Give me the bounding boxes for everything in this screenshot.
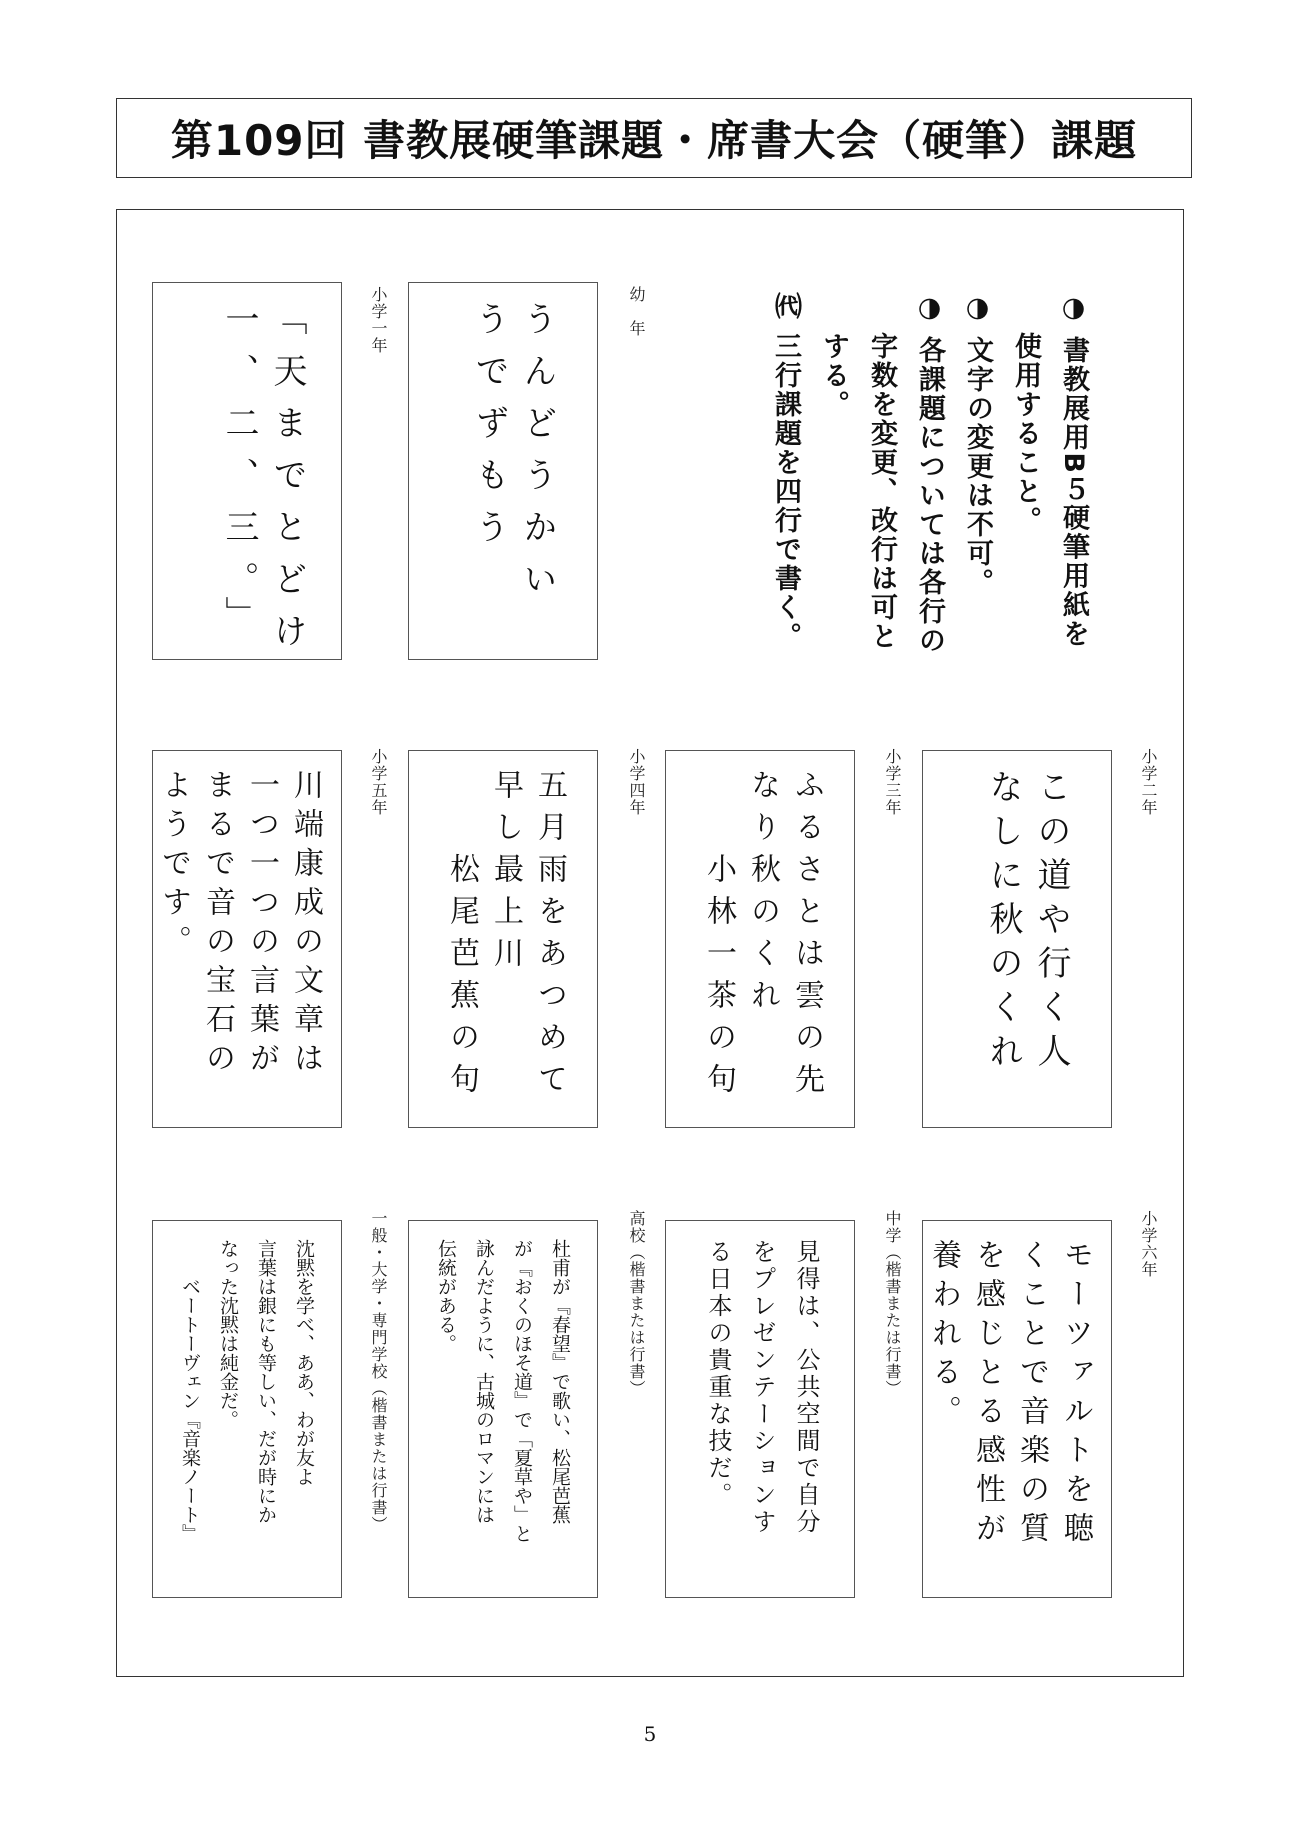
note-line: ㈹ 三行課題を四行で書く。 [770, 292, 801, 652]
task-line: ふるさとは雲の先 [789, 769, 824, 1105]
task-text [921, 1239, 1097, 1551]
task-line: まるで音の宝石の [200, 769, 235, 1081]
task-box-sho6 [922, 1220, 1112, 1598]
task-line: モーツァルトを聴 [1058, 1239, 1093, 1551]
note-line: 使用すること。 [1010, 292, 1041, 536]
task-line: うんどうかい [517, 301, 557, 613]
task-text [696, 769, 828, 1105]
task-line: ベートーヴェン『音楽ノート』 [179, 1239, 201, 1543]
task-text [696, 1239, 828, 1536]
task-line: が『おくのほそ道』で「夏草や」と [511, 1239, 533, 1543]
task-line: る日本の貴重な技だ。 [704, 1239, 732, 1509]
title-box [116, 98, 1192, 178]
task-line: 五月雨をあつめて [532, 769, 567, 1105]
task-line: 一、二、三。」 [219, 301, 259, 648]
instructions [761, 292, 1097, 712]
task-line: 「天までとどけ [267, 301, 307, 665]
task-box-sho3 [665, 750, 855, 1128]
task-line: くことで音楽の質 [1014, 1239, 1049, 1551]
task-line: 早し最上川 [488, 769, 523, 979]
task-line: 松尾芭蕉の句 [444, 769, 479, 1105]
page-title: 第109回 書教展硬筆課題・席書大会（硬筆）課題 [170, 116, 1138, 165]
label-sho2: 小学二年 [1139, 748, 1158, 816]
task-box-sho1 [152, 282, 342, 665]
task-line: うでずもう [469, 301, 509, 561]
note-line: 字数を変更、改行は可と [866, 292, 897, 652]
task-box-koko [408, 1220, 598, 1598]
task-box-sho5 [152, 750, 342, 1128]
task-line: 杜甫が『春望』で歌い、松尾芭蕉 [549, 1239, 571, 1524]
task-box-sho2 [922, 750, 1112, 1128]
label-sho1: 小学一年 [369, 286, 388, 354]
label-koko: 高校（楷書または行書） [627, 1210, 646, 1397]
task-line: 言葉は銀にも等しい、だが時にか [255, 1239, 277, 1524]
task-text [151, 769, 327, 1081]
task-box-ippan [152, 1220, 342, 1598]
task-line: この道や行く人 [1031, 769, 1071, 1077]
task-box-sho4 [408, 750, 598, 1128]
note-line: する。 [818, 292, 849, 420]
task-line: 詠んだように、古城のロマンには [473, 1239, 495, 1524]
task-line: 小林一茶の句 [701, 769, 736, 1105]
task-text [171, 1239, 323, 1543]
label-chugaku: 中学（楷書または行書） [883, 1210, 902, 1397]
label-youchien: 幼 年 [627, 286, 646, 337]
label-sho3: 小学三年 [883, 748, 902, 816]
task-line: 沈黙を学べ、ああ、わが友よ [293, 1239, 315, 1486]
task-line: 川端康成の文章は [288, 769, 323, 1081]
label-sho6: 小学六年 [1139, 1210, 1158, 1278]
task-line: なった沈黙は純金だ。 [217, 1239, 239, 1429]
label-sho4: 小学四年 [627, 748, 646, 816]
task-line: 伝統がある。 [435, 1239, 457, 1353]
label-sho5: 小学五年 [369, 748, 388, 816]
note-line: ◑ 書教展用B５硬筆用紙を [1058, 292, 1089, 649]
page-number: 5 [643, 1722, 657, 1746]
content-frame [116, 209, 1184, 1677]
note-line: ◑ 各課題については各行の [914, 292, 945, 656]
task-text [215, 301, 311, 665]
task-text [979, 769, 1075, 1077]
label-ippan: 一般・大学・専門学校（楷書または行書） [369, 1210, 388, 1533]
task-line: なしに秋のくれ [983, 769, 1023, 1077]
task-line: をプレゼンテーションす [748, 1239, 776, 1536]
task-line: なり秋のくれ [745, 769, 780, 1021]
task-text [439, 769, 571, 1105]
task-line: 一つ一つの言葉が [244, 769, 279, 1081]
task-line: を感じとる感性が [970, 1239, 1005, 1551]
task-text [427, 1239, 579, 1543]
task-box-youchien [408, 282, 598, 660]
task-line: 養われる。 [926, 1239, 961, 1434]
task-line: 見得は、公共空間で自分 [792, 1239, 820, 1536]
task-box-chugaku [665, 1220, 855, 1598]
note-line: ◑ 文字の変更は不可。 [962, 292, 993, 598]
task-text [465, 301, 561, 613]
task-line: ようです。 [156, 769, 191, 964]
